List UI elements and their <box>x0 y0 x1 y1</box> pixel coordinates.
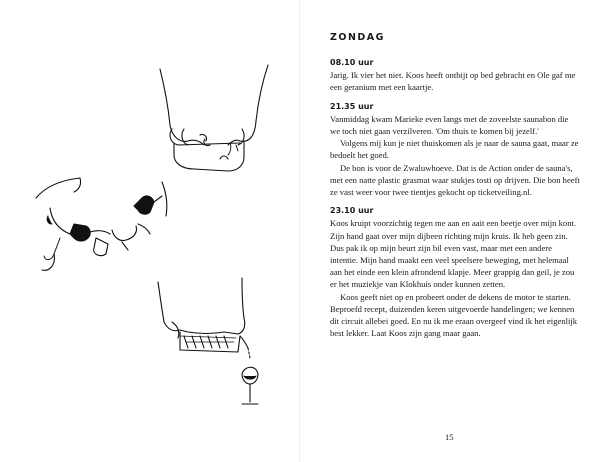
chapter-title: ZONDAG <box>330 32 385 43</box>
entry-time: 08.10 uur <box>330 58 374 67</box>
entry-paragraph: De bon is voor de Zwaluwhoeve. Dat is de Action onder de sauna's, met een natte plastic grasmat waar stukjes tosti op drijven. Die bon heeft ze vast weer voor twee tientjes gekocht op ticketveiling.nl. <box>330 162 580 198</box>
drawing-torso-with-bag <box>150 55 280 185</box>
entry-paragraph: Koos kruipt voorzichtig tegen me aan en aait een beetje over mijn kont. Zijn hand gaat over mijn dijbeen richting mijn kruis. Ik heb geen zin. Dus pak ik op mijn beurt zijn bil even vast, maar met een andere intentie. Mijn hand maakt een veel speelsere beweging, met helemaal aan het einde een klein afrondend klapje. Meer grappig dan geil, je zou er het muziekje van Klokhuis onder kunnen zetten. <box>330 218 577 290</box>
drawing-torso-with-pans <box>30 168 180 278</box>
diary-text <box>330 57 580 346</box>
diary-entry <box>330 205 580 339</box>
entry-time: 23.10 uur <box>330 206 374 216</box>
entry-paragraph: Vanmiddag kwam Marieke even langs met de zoveelste saunabon die we toch niet gaan verzilveren. 'Om thuis te komen bij jezelf.' <box>330 113 569 137</box>
diary-entry <box>330 101 580 199</box>
page-number: 15 <box>445 432 454 442</box>
entry-paragraph: Jarig. Ik vier het niet. Koos heeft ontbijt op bed gebracht en Ole gaf me een geranium met een kaartje. <box>330 70 576 93</box>
entry-time: 21.35 uur <box>330 101 374 111</box>
entry-paragraph: Koos geeft niet op en probeert onder de dekens de motor te starten. Beproefd recept, duizenden keren uitgevoerde handelingen; we kennen dit circuit allebei goed. En nu ik me eraan overgeef vind ik het eigenlijk best lekker. Laat Koos zijn gang maar gaan. <box>330 291 578 339</box>
diary-entry <box>330 57 580 94</box>
entry-paragraph: Volgens mij kun je niet thuiskomen als je naar de sauna gaat, maar ze bedoelt het goed. <box>330 138 579 161</box>
drawing-torso-with-wineglass <box>150 270 290 420</box>
